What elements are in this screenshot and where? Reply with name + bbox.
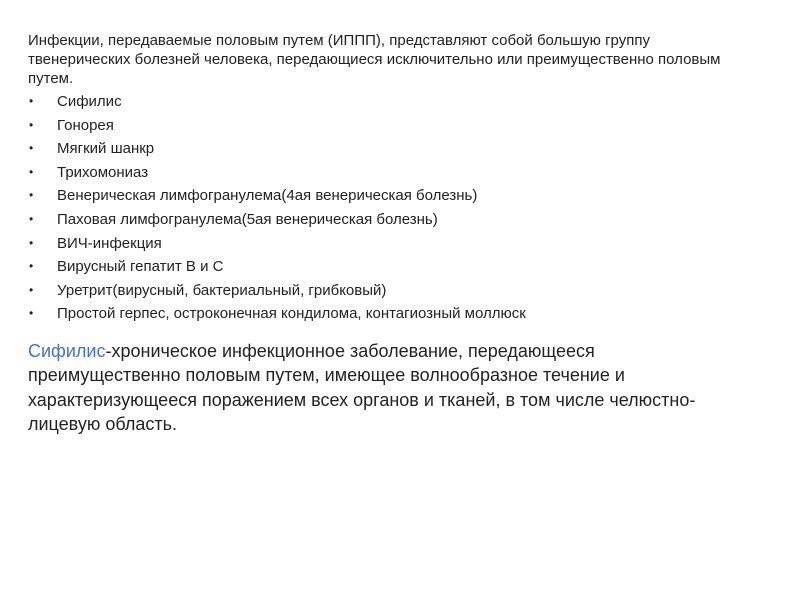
bullet-icon: • xyxy=(29,235,34,250)
list-item xyxy=(28,208,768,232)
definition-text: -хроническое инфекционное заболевание, передающееся преимущественно половым путем, имеющее волнообразное течение и характеризующееся поражением всех органов и тканей, в том числе челюстно-лицевую область. xyxy=(28,340,696,435)
bullet-icon: • xyxy=(29,94,34,108)
bullet-icon: • xyxy=(29,188,34,203)
slide-content xyxy=(28,31,768,437)
list-item xyxy=(28,232,768,256)
list-item-text: Сифилис xyxy=(57,93,122,110)
list-item-text: Венерическая лимфогранулема(4ая венерическая болезнь) xyxy=(57,187,478,205)
list-item-text: Трихомониаз xyxy=(57,163,149,181)
list-item xyxy=(28,90,768,114)
definition-term: Сифилис xyxy=(28,340,106,361)
definition-paragraph xyxy=(28,339,740,437)
disease-list xyxy=(28,90,768,326)
list-item xyxy=(28,255,768,279)
list-item-text: Вирусный гепатит В и С xyxy=(57,258,224,276)
intro-paragraph: Инфекции, передаваемые половым путем (ИППП), представляют собой большую группу твенерических болезней человека, передающиеся исключительно или преимущественно половым путем. xyxy=(28,32,721,87)
bullet-icon: • xyxy=(29,141,34,156)
list-item xyxy=(28,302,768,326)
bullet-icon: • xyxy=(29,211,34,226)
list-item xyxy=(28,184,768,208)
bullet-icon: • xyxy=(29,259,34,274)
list-item xyxy=(28,161,768,185)
bullet-icon: • xyxy=(29,117,34,132)
list-item-text: Мягкий шанкр xyxy=(57,140,155,158)
list-item-text: Паховая лимфогранулема(5ая венерическая болезнь) xyxy=(57,210,438,228)
list-item-text: Уретрит(вирусный, бактериальный, грибковый) xyxy=(57,281,387,299)
bullet-icon: • xyxy=(29,306,34,321)
bullet-icon: • xyxy=(29,282,34,297)
list-item xyxy=(28,279,768,303)
list-item-text: Гонорея xyxy=(57,116,114,134)
bullet-icon: • xyxy=(29,164,34,179)
list-item xyxy=(28,114,768,138)
list-item-text: Простой герпес, остроконечная кондилома, контагиозный моллюск xyxy=(57,305,526,323)
list-item xyxy=(28,137,768,161)
list-item-text: ВИЧ-инфекция xyxy=(57,234,162,252)
